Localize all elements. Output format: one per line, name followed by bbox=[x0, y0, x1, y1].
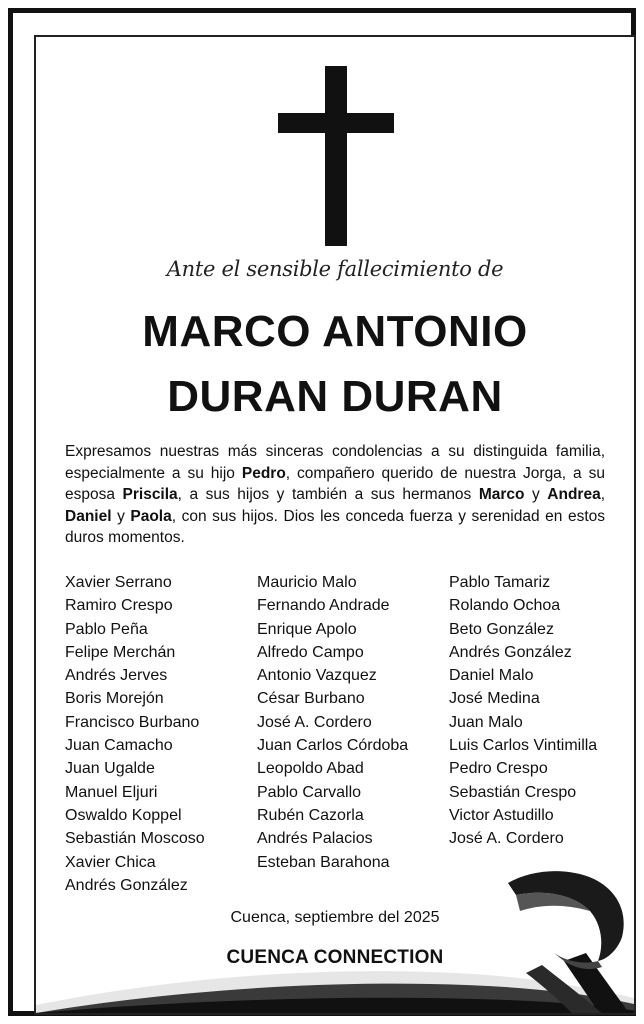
signer-name: José A. Cordero bbox=[257, 713, 372, 731]
deceased-name-line2: DURAN DURAN bbox=[167, 372, 503, 421]
signer-name: Enrique Apolo bbox=[257, 620, 357, 638]
condolence-message: Expresamos nuestras más sinceras condolencias a su distinguida familia, especialmente a su hijo Pedro, compañero querido de nuestra Jorga, a su esposa Priscila, a sus hijos y también a sus hermanos Marco y Andrea, Daniel y Paola, con sus hijos. Dios les conceda fuerza y serenidad en estos duros momentos. bbox=[65, 443, 605, 547]
signer-name: Alfredo Campo bbox=[257, 643, 364, 661]
signer-name: Andrés González bbox=[65, 876, 188, 894]
signer-name: Ramiro Crespo bbox=[65, 597, 173, 615]
signer-name: Sebastián Moscoso bbox=[65, 830, 205, 848]
signer-name: Rubén Cazorla bbox=[257, 806, 364, 824]
signer-name: Juan Malo bbox=[449, 713, 523, 731]
signer-name: Andrés Palacios bbox=[257, 830, 373, 848]
location-date: Cuenca, septiembre del 2025 bbox=[230, 909, 440, 926]
signer-name: Xavier Chica bbox=[65, 853, 156, 871]
signer-name: Daniel Malo bbox=[449, 667, 534, 685]
signer-name: Victor Astudillo bbox=[449, 806, 554, 824]
signer-name: Francisco Burbano bbox=[65, 713, 200, 731]
signer-name: Pablo Tamariz bbox=[449, 574, 551, 591]
obituary-card bbox=[34, 35, 636, 1015]
signer-name: Leopoldo Abad bbox=[257, 760, 364, 778]
signer-name: Fernando Andrade bbox=[257, 597, 390, 615]
signers-column-2 bbox=[257, 571, 408, 874]
deceased-name-line1: MARCO ANTONIO bbox=[142, 307, 528, 356]
signer-name: Felipe Merchán bbox=[65, 643, 176, 661]
signer-name: Pedro Crespo bbox=[449, 760, 548, 778]
signer-name: Sebastián Crespo bbox=[449, 783, 577, 801]
signer-name: Manuel Eljuri bbox=[65, 783, 158, 801]
signer-name: Andrés González bbox=[449, 643, 572, 661]
mourning-ribbon-icon bbox=[502, 849, 636, 1015]
signer-name: Oswaldo Koppel bbox=[65, 806, 182, 824]
signer-name: Luis Carlos Vintimilla bbox=[449, 737, 598, 755]
signer-name: Rolando Ochoa bbox=[449, 597, 561, 615]
signer-name: Juan Carlos Córdoba bbox=[257, 737, 409, 755]
signer-name: César Burbano bbox=[257, 690, 365, 708]
outer-border bbox=[8, 8, 636, 1016]
signer-name: Juan Camacho bbox=[65, 737, 173, 755]
signer-name: Juan Ugalde bbox=[65, 760, 155, 778]
signer-name: Beto González bbox=[449, 620, 554, 638]
signer-name: José Medina bbox=[449, 690, 540, 708]
signer-name: Pablo Carvallo bbox=[257, 783, 362, 801]
signer-name: Antonio Vazquez bbox=[257, 667, 377, 685]
signer-name: Boris Morejón bbox=[65, 690, 164, 708]
signers-column-3 bbox=[449, 571, 597, 851]
signer-name: José A. Cordero bbox=[449, 830, 564, 848]
signer-name: Andrés Jerves bbox=[65, 667, 168, 685]
signer-name: Xavier Serrano bbox=[65, 574, 172, 591]
signature-group: CUENCA CONNECTION bbox=[226, 947, 444, 968]
intro-text: Ante el sensible fallecimiento de bbox=[166, 257, 504, 281]
signer-name: Mauricio Malo bbox=[257, 574, 357, 591]
signer-name: Pablo Peña bbox=[65, 620, 148, 638]
signer-name: Esteban Barahona bbox=[257, 853, 390, 871]
signers-column-1 bbox=[65, 571, 205, 897]
